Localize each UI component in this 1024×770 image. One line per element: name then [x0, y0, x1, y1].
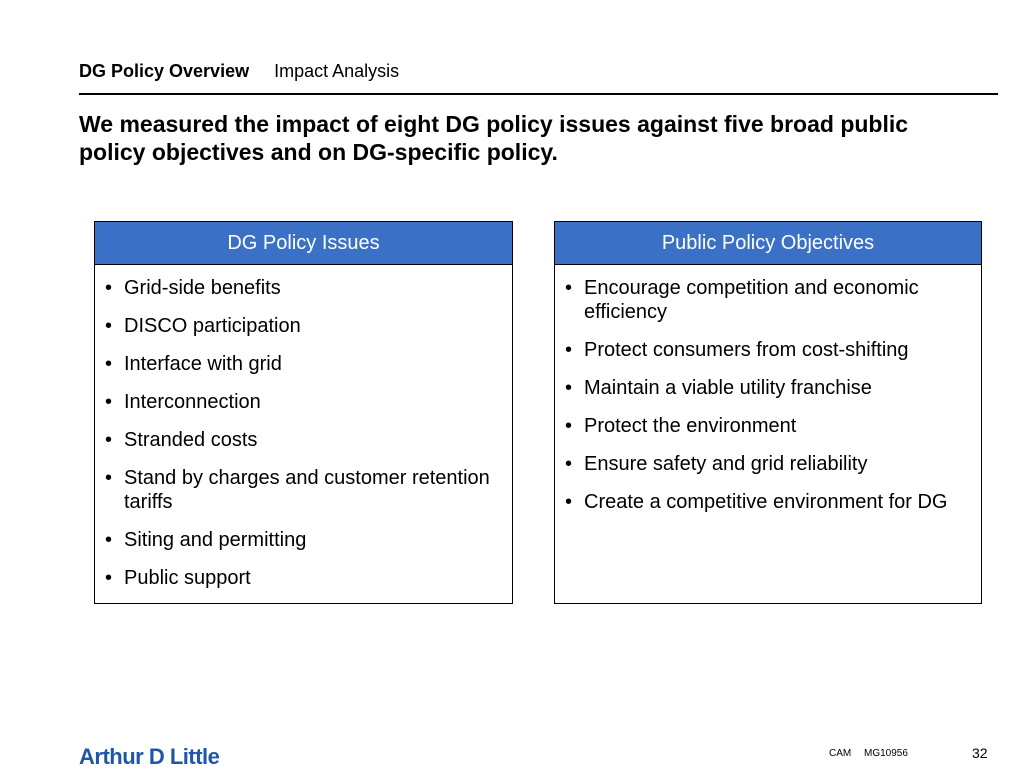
- footer-document-code: MG10956: [864, 748, 908, 759]
- list-item: • Maintain a viable utility franchise: [565, 377, 872, 399]
- subsection-title: Impact Analysis: [274, 61, 400, 81]
- slide-header: [79, 60, 399, 82]
- list-item: • Interconnection: [105, 391, 261, 413]
- list-item: • Stand by charges and customer retention tariffs: [105, 467, 490, 513]
- slide-headline: We measured the impact of eight DG policy issues against five broad public policy objectives and on DG-specific policy.: [79, 111, 909, 165]
- list-item: • Stranded costs: [105, 429, 258, 451]
- bullet-icon: •: [105, 391, 113, 413]
- list-item: • Siting and permitting: [105, 529, 307, 551]
- section-title: DG Policy Overview: [79, 61, 250, 81]
- bullet-icon: •: [105, 467, 113, 489]
- public-policy-objectives-title: Public Policy Objectives: [555, 222, 981, 265]
- bullet-icon: •: [565, 277, 573, 299]
- dg-policy-issues-panel: [94, 221, 513, 604]
- arthur-d-little-logo: Arthur D Little: [79, 744, 220, 769]
- public-policy-objectives-list: [555, 265, 981, 514]
- list-item: • Protect the environment: [565, 415, 797, 437]
- header-divider: [79, 93, 998, 95]
- list-item: • Protect consumers from cost-shifting: [565, 339, 909, 361]
- bullet-icon: •: [105, 315, 113, 337]
- dg-policy-issues-title: DG Policy Issues: [95, 222, 512, 265]
- bullet-icon: •: [565, 491, 573, 513]
- footer-cam-label: CAM: [829, 748, 852, 759]
- bullet-icon: •: [105, 529, 113, 551]
- public-policy-objectives-panel: [554, 221, 982, 604]
- bullet-icon: •: [565, 453, 573, 475]
- list-item: • Create a competitive environment for DG: [565, 491, 948, 513]
- list-item: • Interface with grid: [105, 353, 282, 375]
- list-item: • Ensure safety and grid reliability: [565, 453, 868, 475]
- bullet-icon: •: [105, 353, 113, 375]
- list-item: • DISCO participation: [105, 315, 301, 337]
- bullet-icon: •: [105, 567, 113, 589]
- list-item: • Public support: [105, 567, 251, 589]
- list-item: • Encourage competition and economic efficiency: [565, 277, 919, 323]
- bullet-icon: •: [105, 277, 113, 299]
- dg-policy-issues-list: [95, 265, 512, 590]
- bullet-icon: •: [565, 377, 573, 399]
- bullet-icon: •: [565, 415, 573, 437]
- page-number: 32: [972, 745, 988, 761]
- bullet-icon: •: [105, 429, 113, 451]
- bullet-icon: •: [565, 339, 573, 361]
- list-item: • Grid-side benefits: [105, 277, 281, 299]
